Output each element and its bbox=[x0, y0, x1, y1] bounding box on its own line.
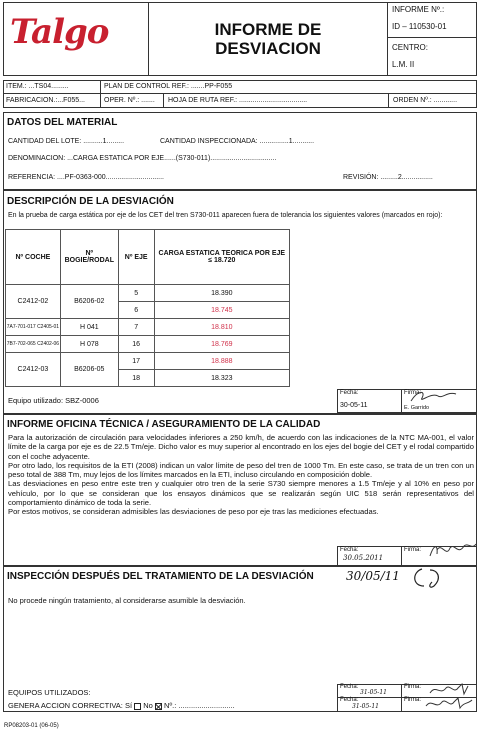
fabricacion-ref: FABRICACION.:...F055... bbox=[6, 97, 85, 104]
cell-bogie: H 041 bbox=[60, 319, 118, 336]
signature-oficina bbox=[428, 540, 478, 562]
cell-bogie: B6206-02 bbox=[60, 285, 118, 319]
ref-divider-3 bbox=[388, 93, 389, 108]
title-line-2: DESVIACION bbox=[215, 39, 321, 58]
denominacion: DENOMINACION: ...CARGA ESTATICA POR EJE......(S730-011).................................. bbox=[8, 155, 277, 162]
col-carga bbox=[154, 230, 289, 285]
oficina-paragraph-4: Por estos motivos, se consideran admisibles las desviaciones de peso por eje tras las mediciones efectuadas. bbox=[8, 507, 379, 517]
signature-garrido bbox=[408, 388, 460, 406]
cell-coche: 7A7-701-017 C2405-01 bbox=[6, 319, 61, 336]
inspeccion-text: No procede ningún tratamiento, al considerarse asumible la desviación. bbox=[8, 596, 246, 605]
plan-control-ref: PLAN DE CONTROL REF.: .......PP-F055 bbox=[104, 83, 233, 90]
cell-eje: 6 bbox=[118, 302, 154, 319]
desv-fecha-value: 30-05-11 bbox=[340, 402, 368, 409]
accion-number: Nº.: ........................... bbox=[164, 701, 235, 710]
equipo-utilizado: Equipo utilizado: SBZ-0006 bbox=[8, 396, 99, 405]
ref-row-1 bbox=[3, 80, 477, 94]
cantidad-inspeccionada: CANTIDAD INSPECCIONADA: ...............1........... bbox=[160, 138, 315, 145]
si-checkbox[interactable] bbox=[134, 703, 141, 710]
no-checkbox[interactable] bbox=[155, 703, 162, 710]
cell-eje: 16 bbox=[118, 336, 154, 353]
informe-label: INFORME Nº.: bbox=[392, 5, 445, 14]
equipos-utilizados: EQUIPOS UTILIZADOS: bbox=[8, 688, 91, 697]
table-row bbox=[6, 285, 290, 302]
cell-coche: C2412-02 bbox=[6, 285, 61, 319]
talgo-logo: Talgo bbox=[10, 12, 109, 52]
ref-divider-2 bbox=[163, 93, 164, 108]
form-code-footer: RP08203-01 (06-05) bbox=[4, 723, 59, 729]
revision: REVISIÓN: .........2................ bbox=[343, 174, 433, 181]
cell-valor-out-of-tolerance: 18.810 bbox=[154, 319, 289, 336]
table-row bbox=[6, 336, 290, 353]
cell-coche: C2412-03 bbox=[6, 353, 61, 387]
desv-firma-name: E. Garrido bbox=[404, 405, 430, 411]
insp-firma-label-1: Firma: bbox=[404, 684, 421, 690]
item-ref: ITEM.: ...TS04......... bbox=[6, 83, 69, 90]
page-title bbox=[148, 20, 388, 58]
cell-eje: 5 bbox=[118, 285, 154, 302]
insp-firma-label-2: Firma: bbox=[404, 697, 421, 703]
desviacion-text: En la prueba de carga estática por eje de los CET del tren S730-011 aparecen fuera de tolerancia los siguientes valores (marcados en rojo): bbox=[8, 212, 443, 219]
title-line-1: INFORME DE bbox=[214, 20, 322, 39]
cell-valor-out-of-tolerance: 18.769 bbox=[154, 336, 289, 353]
cell-bogie: B6206-05 bbox=[60, 353, 118, 387]
inspeccion-hand-date: 30/05/11 bbox=[346, 569, 400, 583]
cell-valor-out-of-tolerance: 18.745 bbox=[154, 302, 289, 319]
centro-label: CENTRO: bbox=[392, 43, 428, 52]
ofi-firma-label: Firma: bbox=[404, 547, 421, 553]
cantidad-lote: CANTIDAD DEL LOTE: ..........1......... bbox=[8, 138, 125, 145]
material-heading: DATOS DEL MATERIAL bbox=[7, 117, 118, 128]
no-label: No bbox=[143, 701, 153, 710]
deviation-table bbox=[5, 229, 290, 387]
genera-accion-row bbox=[8, 701, 235, 710]
oficina-heading: INFORME OFICINA TÉCNICA / ASEGURAMIENTO DE LA CALIDAD bbox=[7, 419, 321, 430]
table-row bbox=[6, 353, 290, 370]
desv-fecha-label: Fecha: bbox=[340, 390, 359, 396]
cell-eje: 17 bbox=[118, 353, 154, 370]
table-row bbox=[6, 319, 290, 336]
oper-ref: OPER. Nº.: ....... bbox=[104, 97, 155, 104]
signature-insp-2 bbox=[424, 696, 474, 712]
desv-firma-label: Firma: bbox=[404, 390, 421, 396]
ofi-fecha-value: 30.05.2011 bbox=[343, 554, 384, 562]
insp-fecha-value-2: 31-05-11 bbox=[352, 703, 379, 710]
oficina-paragraph-3: Las desviaciones en peso entre este tren y cualquier otro tren de la serie S730 siempre menores a 1.5 Tm/eje y al 10% en peso por vehículo, por lo que se consideran que los ensayos dinámicos que se realizarán según UIC 518 serán representativos del comportamiento dinámico de toda la serie. bbox=[8, 479, 474, 508]
col-bogie: Nº BOGIE/RODAL bbox=[60, 230, 118, 285]
oficina-paragraph-1: Para la autorización de circulación para velocidades inferiores a 250 km/h, de acuerdo con las indicaciones de la NTC MA-001, el valor límite de la carga por eje es de 22.5 Tm/eje. Dicho valor es muy superior al encontrado en los ejes del bogie del CET y el rodal compartido con el coche adyacente. bbox=[8, 433, 474, 461]
inspeccion-heading: INSPECCIÓN DESPUÉS DEL TRATAMIENTO DE LA DESVIACIÓN bbox=[7, 571, 314, 582]
cell-bogie: H 078 bbox=[60, 336, 118, 353]
cell-valor-out-of-tolerance: 18.888 bbox=[154, 353, 289, 370]
genera-accion-label: GENERA ACCION CORRECTIVA: Sí bbox=[8, 701, 133, 710]
cell-eje: 7 bbox=[118, 319, 154, 336]
informe-value: ID – 110530-01 bbox=[392, 22, 447, 31]
insp-fecha-label-1: Fecha: bbox=[340, 684, 359, 690]
centro-value: L.M. II bbox=[392, 60, 415, 69]
ofi-fecha-label: Fecha: bbox=[340, 547, 359, 553]
insp-fecha-value-1: 31-05-11 bbox=[360, 689, 387, 696]
col-carga-limit: ≤ 18.720 bbox=[208, 257, 236, 264]
cell-coche: 7B7-702-065 C2402-06 bbox=[6, 336, 61, 353]
oficina-paragraph-2: Por otro lado, los requisitos de la ETI (2008) indican un valor límite de peso del tren de 1000 Tm. En este caso, se trata de un tren con un peso total de 388 Tm, muy lejos de los límites marcados en la ETI, incluso circulando en composición doble. bbox=[8, 460, 474, 480]
oficina-body bbox=[8, 433, 474, 517]
insp-fecha-label-2: Fecha: bbox=[340, 697, 359, 703]
cell-valor: 18.390 bbox=[154, 285, 289, 302]
col-eje: Nº EJE bbox=[118, 230, 154, 285]
col-coche: Nº COCHE bbox=[6, 230, 61, 285]
orden-ref: ORDEN Nº.: ............ bbox=[393, 97, 458, 104]
col-carga-label: CARGA ESTATICA TEORICA POR EJE bbox=[158, 250, 286, 257]
cell-eje: 18 bbox=[118, 370, 154, 387]
signature-inspeccion bbox=[408, 566, 454, 590]
referencia: REFERENCIA: ....PF-0363-000.............................. bbox=[8, 174, 164, 181]
table-header-row bbox=[6, 230, 290, 285]
desviacion-heading: DESCRIPCIÓN DE LA DESVIACIÓN bbox=[7, 196, 174, 207]
hoja-ruta-ref: HOJA DE RUTA REF.: ................................... bbox=[168, 97, 308, 104]
cell-valor: 18.323 bbox=[154, 370, 289, 387]
